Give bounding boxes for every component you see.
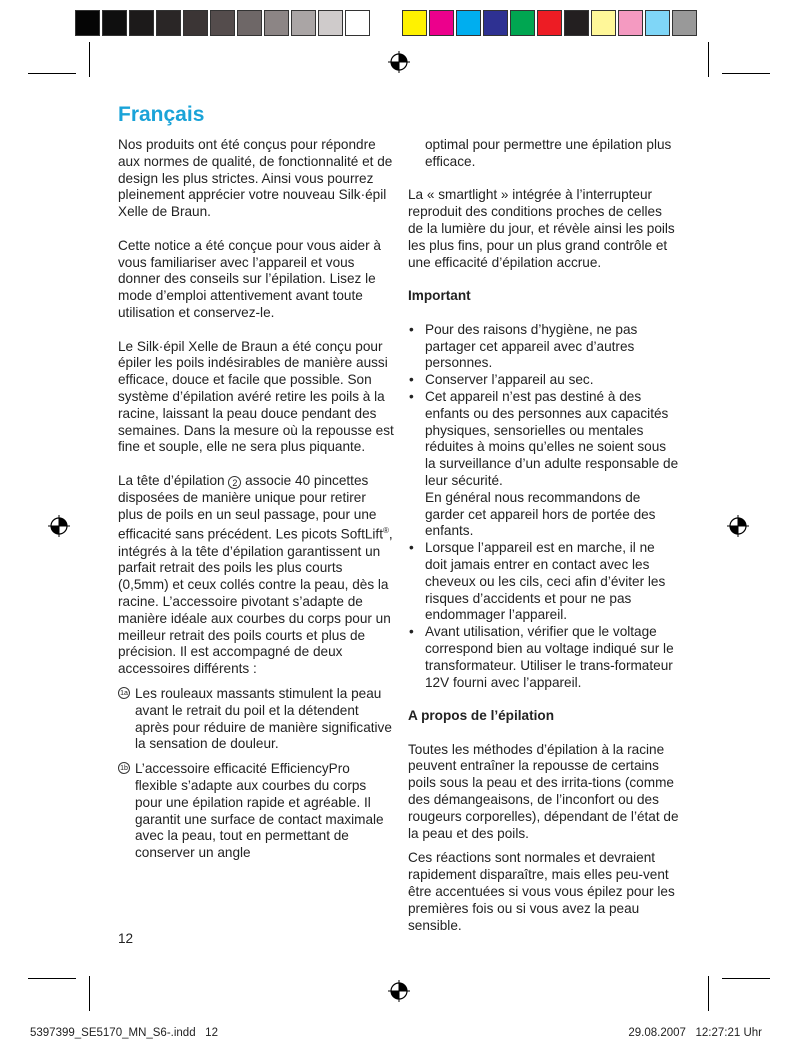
- continued-text: optimal pour permettre une épilation plus efficace.: [425, 137, 672, 169]
- crop-mark: [28, 73, 76, 74]
- about-heading: A propos de l’épilation: [408, 708, 555, 724]
- accessory-item: 1b L’accessoire efficacité EfficiencyPro flexible s’adapte aux courbes du corps pour une épilation rapide et agréable. Il garantit une surface de contact maximale avec la peau, tout en permettant de conserver un angle: [118, 761, 394, 862]
- color-swatch: [429, 10, 454, 36]
- crop-mark: [28, 978, 76, 979]
- color-swatch: [183, 10, 208, 36]
- process-color-bar: [402, 10, 699, 38]
- list-item: • Pour des raisons d’hygiène, ne pas partager cet appareil avec d’autres personnes.: [408, 322, 680, 372]
- smartlight-paragraph: La « smartlight » intégrée à l’interrupteur reproduit des conditions proches de celles de la lumière du jour, et révèle ainsi les poils les plus fins, pour un plus grand contrôle et une efficacité d’épilation accrue.: [408, 187, 675, 270]
- color-swatch: [345, 10, 370, 36]
- registration-mark-icon: [48, 515, 70, 537]
- list-item: • Avant utilisation, vérifier que le voltage correspond bien au voltage indiqué sur le transformateur. Utiliser le trans-formateur 12V fourni avec l’appareil.: [408, 624, 680, 691]
- color-swatch: [237, 10, 262, 36]
- color-swatch: [129, 10, 154, 36]
- page-number: 12: [118, 931, 134, 946]
- color-swatch: [291, 10, 316, 36]
- right-column: [408, 137, 680, 951]
- crop-mark: [722, 73, 770, 74]
- color-swatch: [645, 10, 670, 36]
- list-item: • Conserver l’appareil au sec.: [408, 372, 680, 389]
- crop-mark: [89, 42, 90, 77]
- head-paragraph: La tête d’épilation 2 associe 40 pincettes disposées de manière unique pour retirer plus de poils en un seul passage, pour une efficacité sans précédent. Les picots SoftLift®, intégrés à la tête d’épilation garantissent un parfait retrait des poils les plus courts (0,5mm) et ceux collés contre la peau, dès la racine. L’accessoire pivotant s’adapte de manière idéale aux courbes du corps pour un meilleur retrait des poils courts et plus de précision. Il est accompagné de deux accessoires différents :: [118, 472, 393, 677]
- color-swatch: [564, 10, 589, 36]
- list-item: • Lorsque l’appareil est en marche, il ne doit jamais entrer en contact avec les cheveux ou les cils, ceci afin d’éviter les risques d’accidents et pour ne pas endommager l’appareil.: [408, 540, 680, 624]
- slug-filename: 5397399_SE5170_MN_S6-.indd 12: [30, 1027, 218, 1039]
- grey-color-bar: [75, 10, 372, 38]
- manual-paragraph: Cette notice a été conçue pour vous aider à vous familiariser avec l’appareil et vous donner des conseils sur l’épilation. Lisez le mode d’emploi attentivement avant toute utilisation et conservez-le.: [118, 237, 381, 320]
- color-swatch: [672, 10, 697, 36]
- registration-mark-icon: [727, 515, 749, 537]
- color-swatch: [591, 10, 616, 36]
- important-heading: Important: [408, 288, 471, 304]
- page-title: Français: [118, 103, 205, 126]
- accessory-item: 1a Les rouleaux massants stimulent la peau avant le retrait du poil et la détendent après pour réduire de manière significative la sensation de douleur.: [118, 686, 394, 753]
- color-swatch: [102, 10, 127, 36]
- registration-mark-icon: [388, 980, 410, 1002]
- color-swatch: [264, 10, 289, 36]
- color-swatch: [537, 10, 562, 36]
- left-column: [118, 137, 394, 870]
- product-paragraph: Le Silk·épil Xelle de Braun a été conçu pour épiler les poils indésirables de manière aussi efficace, douce et facile que possible. Son système d’épilation avéré retire les poils à la racine, laissant la peau douce pendant des semaines. Dans la mesure où la repousse est fine et souple, elle ne sera plus piquante.: [118, 338, 394, 455]
- crop-mark: [722, 978, 770, 979]
- accessory-label-badge: 1b: [118, 762, 130, 774]
- color-swatch: [510, 10, 535, 36]
- crop-mark: [708, 42, 709, 77]
- color-swatch: [318, 10, 343, 36]
- about-paragraph: Toutes les méthodes d’épilation à la racine peuvent entraîner la repousse de certains poils sous la peau et des irrita-tions (comme des démangeaisons, de l’inconfort ou des rougeurs corporelles), dépendant de l’état de la peau et des poils.: [408, 741, 679, 841]
- reactions-paragraph: Ces réactions sont normales et devraient rapidement disparaître, mais elles peu-vent être accentuées si vous vous épilez pour les premières fois ou si vous avez la peau sensible.: [408, 850, 675, 933]
- intro-paragraph: Nos produits ont été conçus pour répondre aux normes de qualité, de fonctionnalité et de design les plus strictes. Ainsi vous pourrez pleinement apprécier votre nouveau Silk·épil Xelle de Braun.: [118, 137, 393, 220]
- list-item: • Cet appareil n’est pas destiné à des enfants ou des personnes aux capacités physiques, sensorielles ou mentales réduites à moins qu’elles ne soient sous la surveillance d’un adulte responsable de leur sécurité. En général nous recommandons de garder cet appareil hors de portée des enfants.: [408, 389, 680, 540]
- color-swatch: [75, 10, 100, 36]
- color-swatch: [618, 10, 643, 36]
- color-swatch: [456, 10, 481, 36]
- color-swatch: [156, 10, 181, 36]
- color-swatch: [210, 10, 235, 36]
- registration-mark-icon: [388, 51, 410, 73]
- color-swatch: [483, 10, 508, 36]
- accessory-label-badge: 1a: [118, 687, 130, 699]
- crop-mark: [89, 976, 90, 1011]
- slug-timestamp: 29.08.2007 12:27:21 Uhr: [628, 1027, 762, 1039]
- important-list: [408, 322, 680, 692]
- part-number-badge: 2: [228, 476, 241, 489]
- color-swatch: [402, 10, 427, 36]
- crop-mark: [708, 976, 709, 1011]
